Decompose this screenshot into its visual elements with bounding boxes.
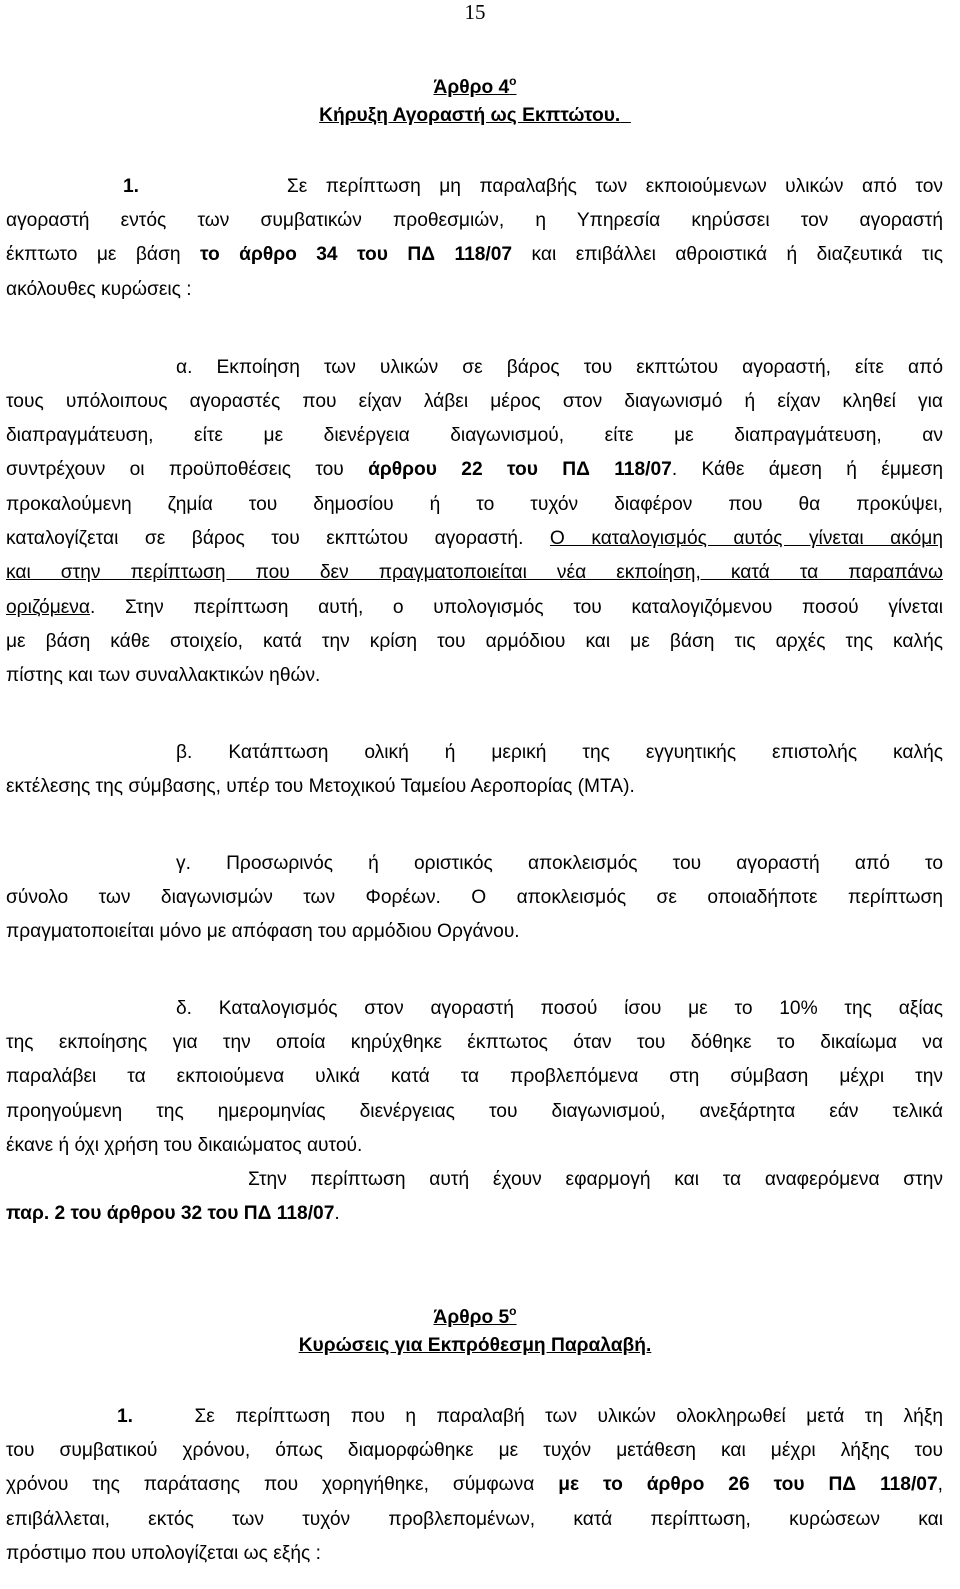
article-5-heading: Άρθρο $5^o$ xyxy=(433,1304,517,1328)
article-5-subtitle: Κυρώσεις για Εκπρόθεσμη Παραλαβή. xyxy=(298,1335,652,1356)
page-number: 15 xyxy=(464,0,486,24)
article-4-subtitle: Κήρυξη Αγοραστή ως Εκπτώτου. xyxy=(319,105,621,126)
article-4-heading: Άρθρο $4^o$ xyxy=(433,74,517,98)
